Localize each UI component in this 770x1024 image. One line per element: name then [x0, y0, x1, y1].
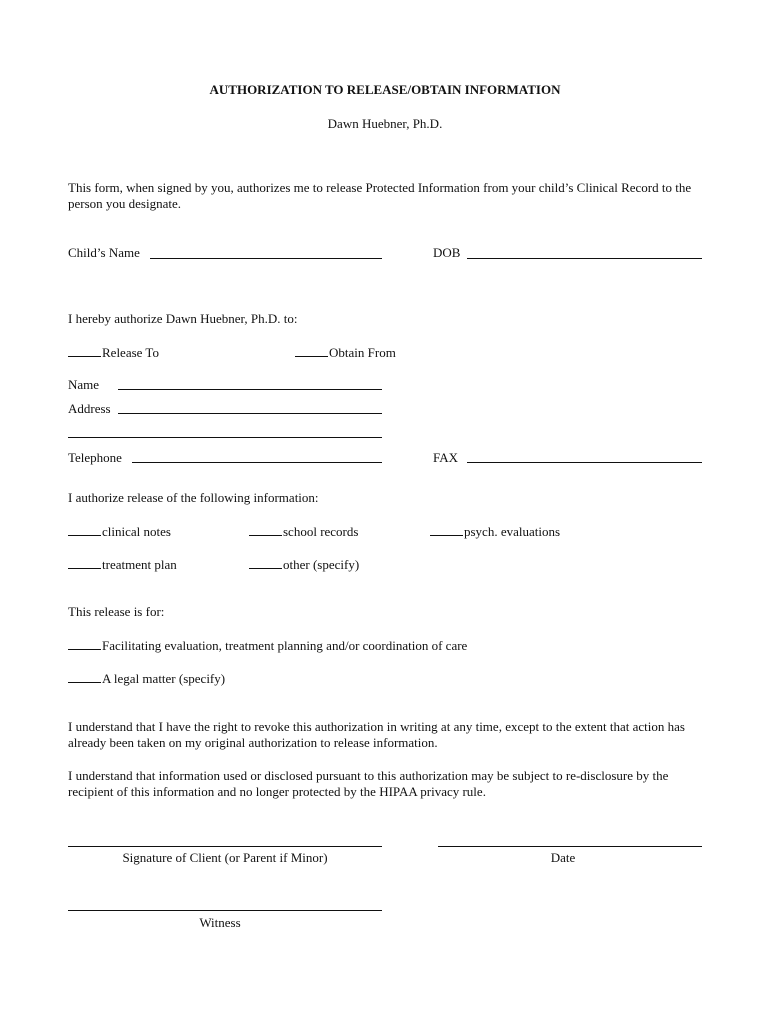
clinical-notes-option[interactable] — [68, 523, 171, 540]
dob-label: DOB — [433, 245, 461, 260]
childs-name-label: Child’s Name — [68, 245, 140, 260]
provider-name: Dawn Huebner, Ph.D. — [327, 116, 443, 131]
dob-field[interactable] — [467, 258, 702, 259]
address-label: Address — [68, 401, 111, 416]
clinical-notes-checkbox-line[interactable] — [68, 523, 101, 536]
other-specify-label: other (specify) — [283, 557, 360, 572]
school-records-label: school records — [283, 524, 359, 539]
psych-evaluations-label: psych. evaluations — [464, 524, 561, 539]
obtain-from-checkbox-line[interactable] — [295, 344, 328, 357]
fax-field[interactable] — [467, 462, 702, 463]
treatment-plan-checkbox-line[interactable] — [68, 556, 101, 569]
release-to-checkbox-line[interactable] — [68, 344, 101, 357]
treatment-plan-label: treatment plan — [102, 557, 177, 572]
purpose-heading: This release is for: — [68, 604, 165, 619]
facilitating-evaluation-option[interactable] — [68, 637, 467, 654]
school-records-checkbox-line[interactable] — [249, 523, 282, 536]
facilitating-evaluation-label: Facilitating evaluation, treatment planning and/or coordination of care — [102, 638, 468, 653]
school-records-option[interactable] — [249, 523, 358, 540]
date-label: Date — [550, 850, 576, 865]
form-title: AUTHORIZATION TO RELEASE/OBTAIN INFORMATION — [209, 82, 561, 97]
witness-signature-line[interactable] — [68, 910, 382, 911]
obtain-from-option[interactable] — [295, 344, 396, 361]
release-to-label: Release To — [102, 345, 159, 360]
clinical-notes-label: clinical notes — [102, 524, 171, 539]
telephone-label: Telephone — [68, 450, 122, 465]
information-heading: I authorize release of the following information: — [68, 490, 319, 505]
other-specify-option[interactable] — [249, 556, 359, 573]
legal-matter-label: A legal matter (specify) — [102, 671, 226, 686]
legal-matter-checkbox-line[interactable] — [68, 670, 101, 683]
childs-name-field[interactable] — [150, 258, 382, 259]
legal-matter-option[interactable] — [68, 670, 225, 687]
revoke-statement: I understand that I have the right to revoke this authorization in writing at any time, except to the extent that action has already been taken on my original authorization to release information. — [68, 719, 685, 750]
fax-label: FAX — [433, 450, 459, 465]
psych-evaluations-checkbox-line[interactable] — [430, 523, 463, 536]
other-specify-checkbox-line[interactable] — [249, 556, 282, 569]
address-field-line-1[interactable] — [118, 413, 382, 414]
name-label: Name — [68, 377, 100, 392]
redisclosure-statement: I understand that information used or disclosed pursuant to this authorization may be subject to re-disclosure by the recipient of this information and no longer protected by the HIPAA privacy rule. — [68, 768, 669, 799]
intro-paragraph: This form, when signed by you, authorizes me to release Protected Information from your child’s Clinical Record to the person you designate. — [68, 180, 692, 211]
date-line[interactable] — [438, 846, 702, 847]
obtain-from-label: Obtain From — [329, 345, 396, 360]
client-signature-label: Signature of Client (or Parent if Minor) — [122, 850, 328, 865]
telephone-field[interactable] — [132, 462, 382, 463]
address-field-line-2[interactable] — [68, 437, 382, 438]
release-to-option[interactable] — [68, 344, 159, 361]
authorize-heading: I hereby authorize Dawn Huebner, Ph.D. to: — [68, 311, 298, 326]
treatment-plan-option[interactable] — [68, 556, 177, 573]
name-field[interactable] — [118, 389, 382, 390]
facilitating-evaluation-checkbox-line[interactable] — [68, 637, 101, 650]
psych-evaluations-option[interactable] — [430, 523, 560, 540]
client-signature-line[interactable] — [68, 846, 382, 847]
witness-label: Witness — [199, 915, 241, 930]
